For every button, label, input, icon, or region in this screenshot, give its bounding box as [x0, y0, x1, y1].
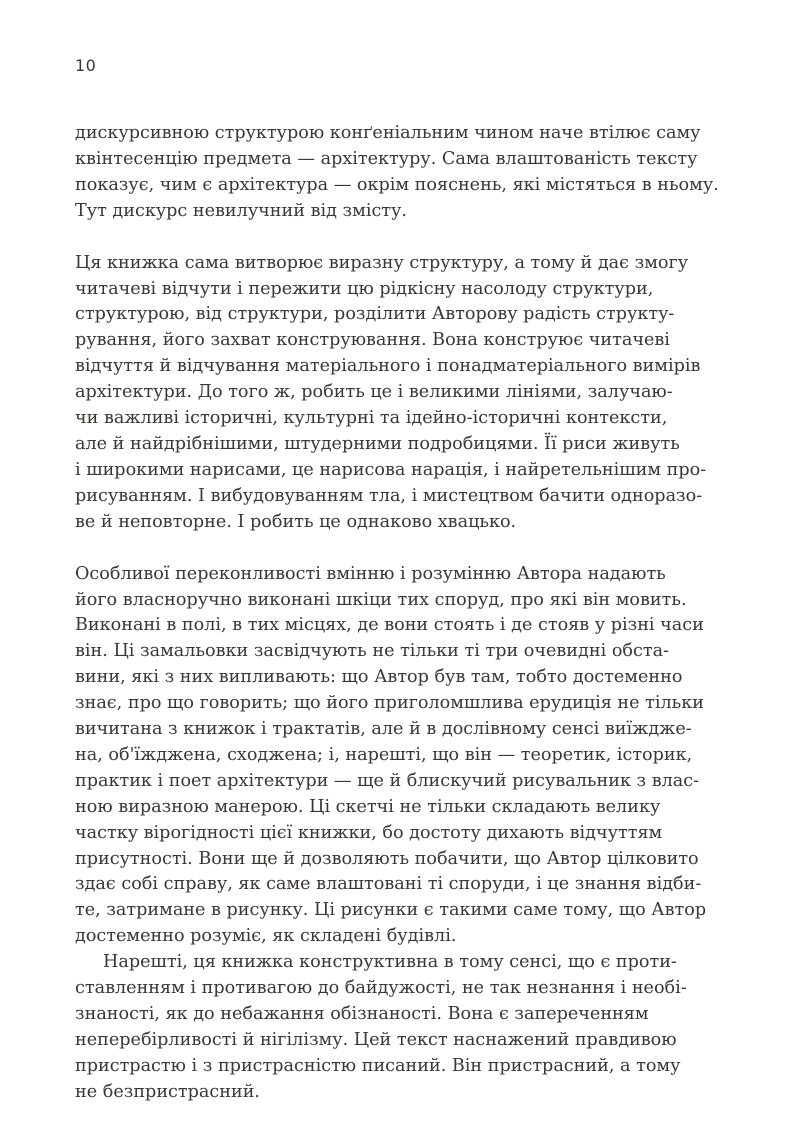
- text-line: знаності, як до небажання обізнаності. Вона є запереченням: [75, 1004, 649, 1024]
- text-line: Виконані в полі, в тих місцях, де вони стоять і де стояв у різні часи: [75, 615, 704, 636]
- text-line: структурою, від структури, розділити Авторову радість структу-: [75, 304, 675, 325]
- text-line: пристрастю і з пристрасністю писаний. Він пристрасний, а тому: [75, 1055, 681, 1076]
- paragraph-1: [75, 121, 735, 225]
- text-line: практик і поет архітектури — ще й блискучий рисувальник з влас-: [75, 770, 700, 791]
- paragraph-2: [75, 251, 735, 536]
- text-line: чи важливі історичні, культурні та ідейно-історичні контексти,: [75, 408, 668, 429]
- text-line: рування, його захват конструювання. Вона конструює читачеві: [75, 330, 670, 351]
- text-line: ве й неповторне. І робить це однаково хвацько.: [75, 511, 517, 532]
- text-line: вини, які з них випливають: що Автор був там, тобто достеменно: [75, 667, 683, 688]
- text-line: і широкими нарисами, це нарисова нарація, і найретельнішим про-: [75, 459, 707, 480]
- text-line: знає, про що говорить; що його приголомшлива ерудиція не тільки: [75, 693, 704, 714]
- paragraph-gap: [75, 225, 735, 251]
- text-line: частку вірогідності цієї книжки, бо достоту дихають відчуттям: [75, 822, 663, 843]
- paragraph-4: [75, 950, 735, 1105]
- text-line: те, затримане в рисунку. Ці рисунки є такими саме тому, що Автор: [75, 900, 707, 921]
- text-line: архітектури. До того ж, робить це і великими лініями, залучаю-: [75, 382, 673, 403]
- text-line: дискурсивною структурою конґеніальним чином наче втілює саму: [75, 123, 701, 143]
- body-text: [75, 121, 735, 1106]
- text-line: Ця книжка сама витворює виразну структуру, а тому й дає змогу: [75, 252, 689, 273]
- text-line: він. Ці замальовки засвідчують не тільки ті три очевидні обста-: [75, 641, 670, 662]
- text-line: відчуття й відчування матеріального і понадматеріального вимірів: [75, 356, 701, 377]
- text-line: квінтесенцію предмета — архітектуру. Сама влаштованість тексту: [75, 148, 698, 169]
- text-line: неперебірливості й нігілізму. Цей текст наснажений правдивою: [75, 1029, 677, 1050]
- text-line: ставленням і противагою до байдужості, не так незнання і необі-: [75, 978, 687, 999]
- text-line: достеменно розуміє, як складені будівлі.: [75, 926, 457, 947]
- text-line: читачеві відчути і пережити цю рідкісну насолоду структури,: [75, 278, 654, 299]
- text-line: на, об'їжджена, сходжена; і, нарешті, що він — теоретик, історик,: [75, 744, 693, 765]
- text-line: показує, чим є архітектура — окрім пояснень, які містяться в ньому.: [75, 174, 719, 195]
- paragraph-gap: [75, 536, 735, 562]
- text-line: Нарешті, ця книжка конструктивна в тому сенсі, що є проти-: [103, 952, 677, 973]
- text-line: здає собі справу, як саме влаштовані ті споруди, і це знання відби-: [75, 874, 702, 895]
- page-number: 10: [75, 56, 97, 75]
- text-line: його власноручно виконані шкіци тих споруд, про які він мовить.: [75, 589, 687, 610]
- text-line: але й найдрібнішими, штудерними подробицями. Її риси живуть: [75, 433, 680, 454]
- text-line: вичитана з книжок і трактатів, але й в дослівному сенсі виїжджe-: [75, 719, 692, 740]
- text-line: Тут дискурс невилучний від змісту.: [75, 200, 407, 221]
- paragraph-3: [75, 562, 735, 951]
- text-line: Особливої переконливості вмінню і розумінню Автора надають: [75, 563, 666, 584]
- text-line: не безпристрасний.: [75, 1081, 261, 1102]
- text-line: присутності. Вони ще й дозволяють побачити, що Автор цілковито: [75, 848, 699, 869]
- text-line: рисуванням. І вибудовуванням тла, і мистецтвом бачити одноразо-: [75, 485, 703, 506]
- text-line: ною виразною манерою. Ці скетчі не тільки складають велику: [75, 796, 661, 817]
